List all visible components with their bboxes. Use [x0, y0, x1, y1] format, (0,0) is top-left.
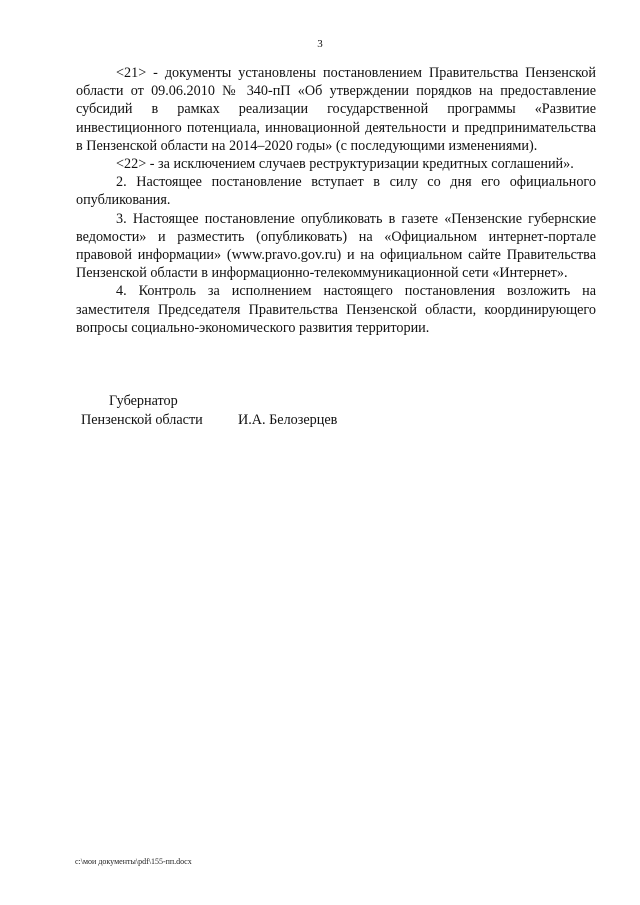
paragraph-note-22: <22> - за исключением случаев реструктуризации кредитных соглашений».	[116, 156, 574, 173]
page-number: 3	[317, 38, 323, 50]
paragraph-note-21: <21> - документы установлены постановлением Правительства Пензенской области от 09.06.2010 № 340-пП «Об утверждении порядков на предоставление субсидий в рамках реализации государственной программы «Развитие инвестиционного потенциала, инновационной деятельности и предпринимательства в Пензенской области на 2014–2020 годы» (с последующими изменениями).	[76, 65, 596, 154]
paragraph-item-3: 3. Настоящее постановление опубликовать в газете «Пензенские губернские ведомости» и разместить (опубликовать) на «Официальном интернет-портале правовой информации» (www.pravo.gov.ru) и на официальном сайте Правительства Пензенской области в информационно-телекоммуникационной сети «Интернет».	[76, 210, 596, 282]
paragraph-item-4: 4. Контроль за исполнением настоящего постановления возложить на заместителя Председателя Правительства Пензенской области, координирующего вопросы социально-экономического развития территории.	[76, 283, 596, 336]
document-body	[76, 64, 596, 337]
paragraph-item-2: 2. Настоящее постановление вступает в силу со дня его официального опубликования.	[76, 174, 596, 209]
signatory-name: И.А. Белозерцев	[238, 412, 338, 428]
footer-file-path: c:\мои документы\pdf\155-пп.docx	[75, 857, 192, 866]
signatory-region: Пензенской области	[81, 412, 203, 428]
signatory-title: Губернатор	[109, 393, 178, 409]
